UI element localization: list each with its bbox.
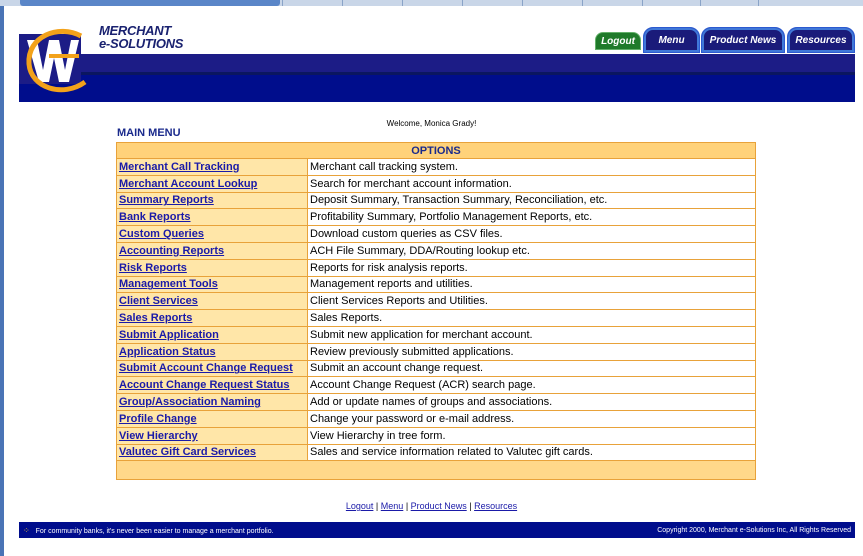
table-row: [117, 226, 756, 243]
menu-tab-label: Menu: [658, 34, 685, 46]
table-row: [117, 192, 756, 209]
table-row: [117, 410, 756, 427]
option-description: Merchant call tracking system.: [308, 159, 756, 176]
bottom-logout-link[interactable]: Logout: [345, 501, 374, 511]
option-link-cell: [117, 209, 308, 226]
option-link[interactable]: View Hierarchy: [119, 429, 198, 442]
footer-bar: [19, 522, 855, 538]
option-link-cell: [117, 343, 308, 360]
logout-tab-label: Logout: [601, 35, 635, 47]
browser-tab-divider: [462, 0, 463, 6]
link-separator: |: [375, 501, 379, 511]
table-row: [117, 360, 756, 377]
dots-icon: ⁘: [23, 525, 30, 535]
option-description: Sales and service information related to Valutec gift cards.: [308, 444, 756, 461]
option-description: Change your password or e-mail address.: [308, 410, 756, 427]
merchant-logo-icon: [19, 22, 99, 102]
option-link[interactable]: Merchant Account Lookup: [119, 177, 258, 190]
browser-tab-strip: [0, 0, 863, 6]
product-news-tab[interactable]: [701, 27, 785, 53]
option-description: Submit new application for merchant account.: [308, 326, 756, 343]
option-description: Deposit Summary, Transaction Summary, Reconciliation, etc.: [308, 192, 756, 209]
option-link-cell: [117, 242, 308, 259]
bottom-links: [0, 501, 863, 511]
option-link-cell: [117, 377, 308, 394]
product-news-tab-label: Product News: [709, 34, 777, 46]
option-link[interactable]: Custom Queries: [119, 228, 204, 241]
option-description: Reports for risk analysis reports.: [308, 259, 756, 276]
link-separator: |: [405, 501, 409, 511]
window-frame-left: [0, 6, 4, 556]
table-row: [117, 343, 756, 360]
option-description: Submit an account change request.: [308, 360, 756, 377]
footer-tagline-wrap: [23, 526, 274, 535]
options-table: [116, 142, 756, 480]
browser-tab-divider: [642, 0, 643, 6]
option-description: Profitability Summary, Portfolio Management Reports, etc.: [308, 209, 756, 226]
table-row: [117, 259, 756, 276]
option-description: View Hierarchy in tree form.: [308, 427, 756, 444]
browser-tab-divider: [758, 0, 759, 6]
option-description: Sales Reports.: [308, 310, 756, 327]
option-link-cell: [117, 293, 308, 310]
header-bar: [74, 54, 855, 72]
table-row: [117, 377, 756, 394]
bottom-product-news-link[interactable]: Product News: [410, 501, 467, 511]
menu-tab[interactable]: [643, 27, 700, 53]
option-link-cell: [117, 192, 308, 209]
table-footer-cell: [117, 461, 756, 480]
option-link[interactable]: Management Tools: [119, 278, 218, 291]
brand-line1: MERCHANT: [99, 23, 171, 38]
option-description: Review previously submitted applications.: [308, 343, 756, 360]
option-link-cell: [117, 226, 308, 243]
table-row: [117, 159, 756, 176]
option-link[interactable]: Sales Reports: [119, 312, 193, 325]
option-description: Account Change Request (ACR) search page.: [308, 377, 756, 394]
table-row: [117, 310, 756, 327]
table-row: [117, 394, 756, 411]
bottom-resources-link[interactable]: Resources: [474, 501, 518, 511]
main-menu-title: MAIN MENU: [117, 127, 181, 139]
option-link-cell: [117, 175, 308, 192]
browser-tab-divider: [282, 0, 283, 6]
option-link-cell: [117, 259, 308, 276]
option-description: Search for merchant account information.: [308, 175, 756, 192]
table-row: [117, 444, 756, 461]
browser-tab-divider: [582, 0, 583, 6]
browser-tab-divider: [700, 0, 701, 6]
option-link[interactable]: Bank Reports: [119, 211, 191, 224]
option-link[interactable]: Summary Reports: [119, 194, 214, 207]
option-description: Client Services Reports and Utilities.: [308, 293, 756, 310]
welcome-message: Welcome, Monica Grady!: [386, 119, 477, 128]
option-link-cell: [117, 360, 308, 377]
footer-tagline: For community banks, it's never been easier to manage a merchant portfolio.: [35, 527, 274, 535]
table-footer-row: [117, 461, 756, 480]
option-description: Management reports and utilities.: [308, 276, 756, 293]
option-link-cell: [117, 427, 308, 444]
option-link[interactable]: Merchant Call Tracking: [119, 160, 240, 173]
option-description: Add or update names of groups and associations.: [308, 394, 756, 411]
option-link[interactable]: Application Status: [119, 345, 216, 358]
browser-active-tab[interactable]: [20, 0, 280, 6]
option-link-cell: [117, 159, 308, 176]
option-link[interactable]: Submit Application: [119, 328, 219, 341]
option-link[interactable]: Group/Association Naming: [119, 396, 261, 409]
option-link[interactable]: Risk Reports: [119, 261, 187, 274]
option-link[interactable]: Client Services: [119, 295, 198, 308]
logout-tab[interactable]: [595, 32, 641, 50]
resources-tab[interactable]: [787, 27, 855, 53]
table-row: [117, 427, 756, 444]
browser-tab-divider: [342, 0, 343, 6]
table-row: [117, 276, 756, 293]
browser-tab-divider: [402, 0, 403, 6]
table-row: [117, 293, 756, 310]
option-link-cell: [117, 410, 308, 427]
link-separator: |: [469, 501, 472, 511]
option-link-cell: [117, 326, 308, 343]
option-link[interactable]: Account Change Request Status: [119, 379, 290, 392]
table-row: [117, 326, 756, 343]
header-band: [19, 72, 855, 102]
option-link-cell: [117, 394, 308, 411]
option-link[interactable]: Profile Change: [119, 412, 197, 425]
option-link[interactable]: Valutec Gift Card Services: [119, 446, 256, 459]
brand-name: [99, 24, 183, 50]
option-link[interactable]: Submit Account Change Request: [119, 362, 293, 375]
option-link-cell: [117, 444, 308, 461]
options-header: OPTIONS: [117, 143, 756, 159]
option-link-cell: [117, 276, 308, 293]
browser-tab-divider: [522, 0, 523, 6]
option-description: ACH File Summary, DDA/Routing lookup etc.: [308, 242, 756, 259]
option-link-cell: [117, 310, 308, 327]
resources-tab-label: Resources: [795, 34, 847, 46]
footer-copyright: Copyright 2000, Merchant e-Solutions Inc, All Rights Reserved: [657, 526, 851, 534]
brand-line2: e-SOLUTIONS: [99, 36, 184, 51]
bottom-menu-link[interactable]: Menu: [380, 501, 404, 511]
option-link[interactable]: Accounting Reports: [119, 244, 225, 257]
option-description: Download custom queries as CSV files.: [308, 226, 756, 243]
table-row: [117, 242, 756, 259]
table-row: [117, 175, 756, 192]
table-row: [117, 209, 756, 226]
